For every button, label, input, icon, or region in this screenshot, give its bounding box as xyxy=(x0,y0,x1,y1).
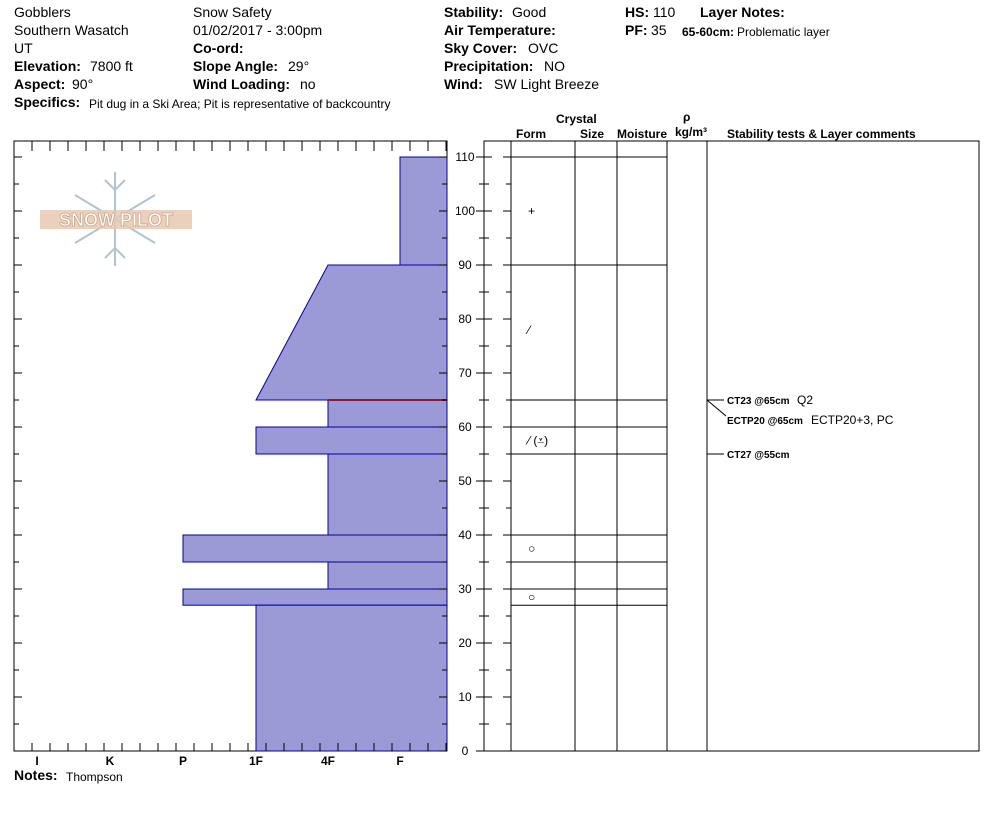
sky-cover-label: Sky Cover: xyxy=(444,40,518,56)
hardness-layer-bar xyxy=(328,562,447,589)
depth-tick-label: 70 xyxy=(458,366,472,380)
pf-value: 35 xyxy=(651,22,667,38)
hardness-tick-label: P xyxy=(178,754,188,768)
wind-loading-label: Wind Loading: xyxy=(193,76,291,92)
grain-form-symbol: ⁄ xyxy=(528,322,531,337)
specifics-value: Pit dug in a Ski Area; Pit is representative of backcountry xyxy=(89,97,391,111)
depth-tick-label: 40 xyxy=(458,528,472,542)
grain-form-symbol: ⁄ (⩡) xyxy=(528,433,549,448)
slope-value: 29° xyxy=(288,58,310,74)
tests-header: Stability tests & Layer comments xyxy=(727,127,916,141)
observation-datetime: 01/02/2017 - 3:00pm xyxy=(193,22,323,38)
specifics-label: Specifics: xyxy=(14,94,81,110)
pf-label: PF: xyxy=(625,22,648,38)
aspect-value: 90° xyxy=(72,76,94,92)
test-arrow xyxy=(707,400,726,416)
grain-table-frame xyxy=(484,141,979,751)
state-name: UT xyxy=(14,40,33,56)
wind-loading-value: no xyxy=(300,76,316,92)
hardness-layer-bar xyxy=(256,605,447,751)
coord-label: Co-ord: xyxy=(193,40,244,56)
density-unit-header: kg/m³ xyxy=(675,125,708,139)
layer-note-range: 65-60cm: xyxy=(682,25,735,39)
precipitation-label: Precipitation: xyxy=(444,58,534,74)
elevation-label: Elevation: xyxy=(14,58,81,74)
size-header: Size xyxy=(580,127,605,141)
slope-label: Slope Angle: xyxy=(193,58,279,74)
layer-notes-label: Layer Notes: xyxy=(700,4,785,20)
hardness-layer-bar xyxy=(183,589,447,605)
precipitation-value: NO xyxy=(544,58,565,74)
notes-label: Notes: xyxy=(14,767,58,783)
hs-value: 110 xyxy=(653,4,676,20)
observer-name: Snow Safety xyxy=(193,4,272,20)
hardness-layer-bar xyxy=(256,265,447,400)
depth-tick-label: 30 xyxy=(458,582,472,596)
hardness-layer-bar xyxy=(328,454,447,535)
hardness-tick-label: I xyxy=(35,754,39,768)
hardness-tick-label: 1F xyxy=(248,754,264,768)
grain-form-symbol: ○ xyxy=(528,541,536,556)
depth-tick-label: 80 xyxy=(458,312,472,326)
depth-tick-label: 50 xyxy=(458,474,472,488)
elevation-value: 7800 ft xyxy=(90,58,133,74)
hardness-tick-label: K xyxy=(105,754,115,768)
notes-value: Thompson xyxy=(66,770,123,784)
hardness-layer-bar xyxy=(328,400,447,427)
grain-form-symbol: ○ xyxy=(528,590,536,605)
hs-label: HS: xyxy=(625,4,650,20)
depth-tick-label: 20 xyxy=(458,636,472,650)
hardness-tick-label: F xyxy=(396,754,404,768)
form-header: Form xyxy=(516,127,546,141)
moisture-header: Moisture xyxy=(617,127,668,141)
wind-label: Wind: xyxy=(444,76,483,92)
test-code: ECTP20 @65cm xyxy=(727,416,803,427)
test-detail: Q2 xyxy=(797,393,814,407)
depth-tick-label: 90 xyxy=(458,258,472,272)
test-detail: ECTP20+3, PC xyxy=(811,413,894,427)
location-name: Gobblers xyxy=(14,4,71,20)
hardness-layer-bar xyxy=(256,427,447,454)
layer-note-text: Problematic layer xyxy=(737,25,830,39)
logo-text: SNOW PILOT xyxy=(59,210,173,230)
depth-tick-label: 110 xyxy=(455,150,475,164)
stability-label: Stability: xyxy=(444,4,504,20)
sky-cover-value: OVC xyxy=(528,40,559,56)
snow-pilot-logo xyxy=(40,172,192,266)
depth-tick-label: 100 xyxy=(454,204,476,218)
depth-tick-label: 10 xyxy=(458,690,472,704)
grain-form-symbol: + xyxy=(528,204,536,218)
wind-value: SW Light Breeze xyxy=(494,76,600,92)
crystal-header: Crystal xyxy=(556,112,597,126)
depth-tick-label: 60 xyxy=(458,420,472,434)
depth-tick-label: 0 xyxy=(461,744,469,758)
rho-header: ρ xyxy=(683,110,691,124)
stability-value: Good xyxy=(512,4,547,20)
range-name: Southern Wasatch xyxy=(14,22,129,38)
test-code: CT27 @55cm xyxy=(727,450,790,461)
aspect-label: Aspect: xyxy=(14,76,66,92)
hardness-layer-bar xyxy=(183,535,447,562)
air-temp-label: Air Temperature: xyxy=(444,22,556,38)
test-code: CT23 @65cm xyxy=(727,396,790,407)
hardness-tick-label: 4F xyxy=(320,754,336,768)
